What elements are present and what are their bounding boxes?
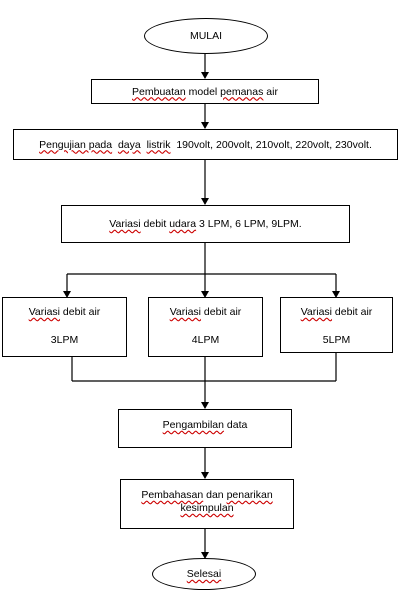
step3-text: Variasi debit udara 3 LPM, 6 LPM, 9LPM. [109,218,302,230]
branch-3-value: 5LPM [322,334,351,346]
branch-box-2 [148,297,263,357]
step5-line2: kesimpulan [180,502,234,514]
branch-1-value: 3LPM [50,334,79,346]
process-step-model [91,79,319,104]
process-step-air-variation [61,205,350,243]
step4-text: Pengambilan data [162,419,248,431]
process-step-discussion [120,479,294,529]
start-label: MULAI [189,30,223,42]
step2-text: Pengujian pada daya listrik 190volt, 200volt, 210volt, 220volt, 230volt. [39,138,372,151]
process-step-testing [13,129,398,160]
branch-box-3 [280,297,393,353]
step5-line1: Pembahasan dan penarikan [141,489,273,501]
end-label: Selesai [186,568,222,580]
branch-2-value: 4LPM [191,334,220,346]
branch-1-title: Variasi debit air [28,306,101,318]
branch-3-title: Variasi debit air [300,306,373,318]
start-terminal [144,18,268,54]
branch-2-title: Variasi debit air [169,306,242,318]
step1-text: Pembuatan model pemanas air [132,85,278,98]
branch-box-1 [2,297,127,357]
process-step-data-collection [118,409,292,448]
end-terminal [152,558,256,590]
